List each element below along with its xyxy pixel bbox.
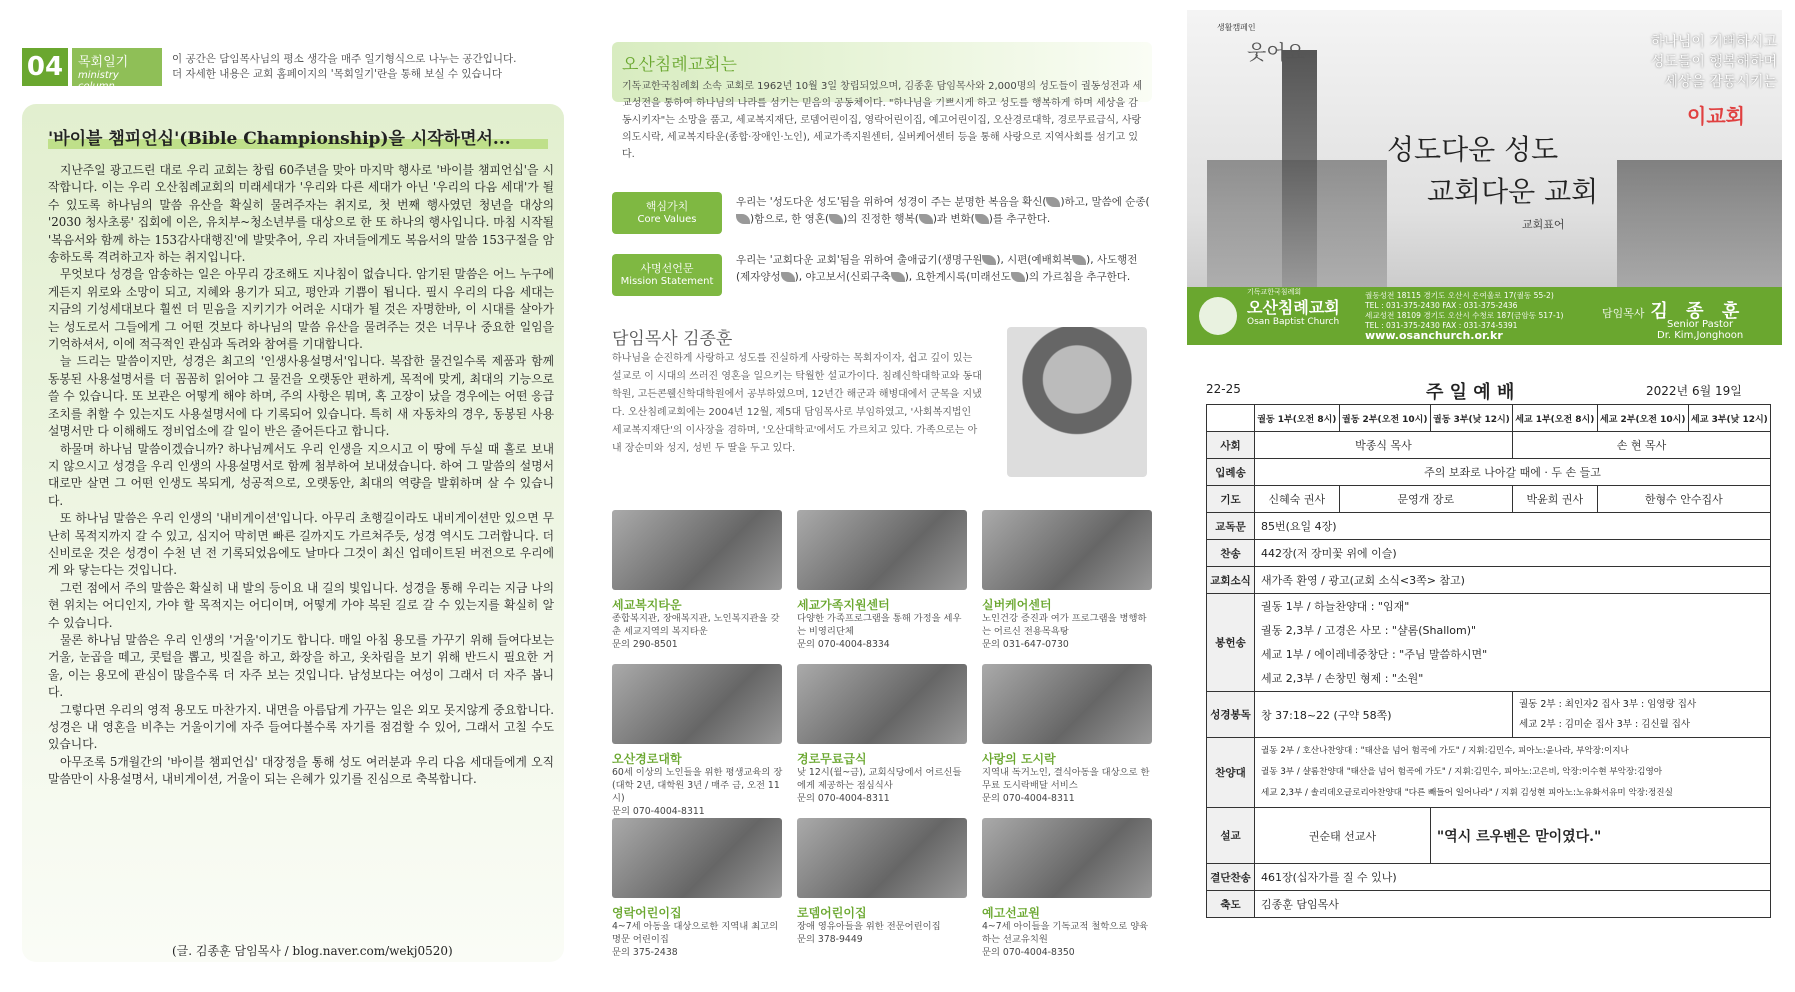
table-row: 교회소식 새가족 환영 / 광고(교회 소식<3쪽> 참고) bbox=[1207, 567, 1771, 594]
column-body: 지난주일 광고드린 대로 우리 교회는 창립 60주년을 맞아 마지막 행사로 '바이블 챔피언십'을 시작합니다. 이는 우리 오산침례교회의 미래세대가 '우리와 다른 세대가 아닌 '우리의 다음 세대'가 될 수 있도록 하나님의 말씀 유산을 확실히 물려주자는 취지로, 첫 번째 행사였던 청년을 대상의 '2030 청사초롱' 집회에 이은, 유치부~청소년부를 대상으로 한 또 하나의 행사입니다. 마침 시작될 '복음서와 함께 하는 153감사대행진'에 발맞추어, 우리 자녀들에게도 복음서의 말씀 153구절을 암송하도록 격려하고자 하는 취지입니다. 무엇보다 성경을 암송하는 일은 아무리 강조해도 지나침이 없습니다. 암기된 말씀은 어느 누구에게든지 위로와 소망이 되고, 지혜와 용기가 되고, 평안과 기쁨이 됩니다. 필시 우리의 다음 세대는 지금의 기성세대보다 훨씬 더 믿음을 지키기가 어려운 시대가 될 것은 자명한바, 이 시대를 살아가는 성도로서 그들에게 그 어떤 것보다 하나님의 말씀 유산을 물려주는 것은 너무나 중요한 일임을 기억하셔서, 이에 적극적인 관심과 독려와 참여를 기대합니다. 늘 드리는 말씀이지만, 성경은 최고의 '인생사용설명서'입니다. 복잡한 물건일수록 제품과 함께 동봉된 사용설명서를 더 꼼꼼히 읽어야 그 물건을 오랫동안 편하게, 목적에 맞게, 최대의 기능으로 쓸 수 있습니다. 또 보관은 어떻게 해야 하며, 주의 사항은 뭐며, 혹 고장이 났을 경우에는 어떤 응급조치를 취할 수 있는지도 사용설명서에 다 기록되어 있습니다. 특히 새 자동차의 경우, 동봉된 사용설명서만 다 이해해도 정비업소에 갈 일이 반은 줄어든다고 합니다. 하물며 하나님 말씀이겠습니까? 하나님께서도 우리 인생을 지으시고 이 땅에 두실 때 홀로 보내지 않으시고 성경을 우리 인생의 사용설명서로 함께 첨부하여 보내셨습니다. 하여 그 말씀의 설명서대로만 살면 그 어떤 인생도 복되게, 성공적으로, 오랫동안, 최대의 역량을 발휘하며 살 수 있습니다. 또 하나님 말씀은 우리 인생의 '내비게이션'입니다. 아무리 초행길이라도 내비게이션만 있으면 무난히 목적지까지 갈 수 있고, 심지어 막히면 빠른 길까지도 가르쳐주듯, 성경 역시도 그러합니다. 더 신비로운 것은 성경이 수천 년 전 기록되었음에도 날마다 그것이 최신 업데이트된 버전으로 우리에게 와 닿는다는 것입니다. 그런 점에서 주의 말씀은 확실히 내 발의 등이요 내 길의 빛입니다. 성경을 통해 우리는 지금 나의 현 위치는 어디인지, 가야 할 목적지는 어디이며, 어떻게 가야 복된 길로 갈 수 있는지를 확실히 알 수 있습니다. 물론 하나님 말씀은 우리 인생의 '거울'이기도 합니다. 매일 아침 용모를 가꾸기 위해 들여다보는 거울, 눈곱을 떼고, 콧털을 뽑고, 빗질을 하고, 화장을 하고, 옷차림을 보기 위해 반드시 필요한 거울, 이는 용모에 관심이 많을수록 더 자주 보는 것입니다. 남성보다는 여성이 그래서 더 자주 봅니다. 그렇다면 우리의 영적 용모도 마찬가지. 내면을 아름답게 가꾸는 일은 외모 못지않게 중요합니다. 성경은 내 영혼을 비추는 거울이기에 자주 들여다볼수록 자기를 점검할 수 있어, 그래서 고칠 수도 있습니다. 아무조록 5개월간의 '바이블 챔피언십' 대장정을 통해 성도 여러분과 우리 다음 세대들에게 오직 말씀만이 사용설명서, 내비게이션, 거울이 되는 은혜가 있기를 진심으로 축복합니다. bbox=[48, 163, 554, 787]
section-intro: 이 공간은 담임목사님의 평소 생각을 매주 일기형식으로 나누는 공간입니다. 더 자세한 내용은 교회 홈페이지의 '목회일기'란을 통해 보실 수 있습니다 bbox=[172, 53, 517, 80]
ministry-desc: 60세 이상의 노인들을 위한 평생교육의 장 (대학 2년, 대학원 3년 / 매주 금, 오전 11시) 문의 070-4004-8311 bbox=[612, 767, 783, 817]
ministry-name: 실버케어센터 bbox=[982, 598, 1052, 612]
banner-motto-label: 교회표어 bbox=[1522, 218, 1565, 231]
column-headline: '바이블 챔피언십'(Bible Championship)을 시작하면서... bbox=[48, 124, 548, 149]
ministry-name: 오산경로대학 bbox=[612, 752, 682, 766]
worship-order bbox=[1206, 378, 1771, 968]
ministry-name: 경로무료급식 bbox=[797, 752, 867, 766]
ministry-photo bbox=[612, 664, 782, 744]
campaign-label: 생활캠페인 bbox=[1217, 23, 1256, 32]
worship-title: 주 일 예 배 bbox=[1426, 382, 1515, 403]
table-row: 사회 박종식 목사 손 현 목사 bbox=[1207, 432, 1771, 459]
mission-text: 우리는 '교회다운 교회'됨을 위하여 출애굽기(생명구원 ), 시편(예배회복 ), 사도행전(제자양성 ), 야고보서(신뢰구축 ), 요한계시록(미래선도 )의 가르침을 추구한다. bbox=[736, 254, 1138, 283]
leaf-icon bbox=[829, 214, 843, 224]
church-org: 기독교한국침례회 bbox=[1247, 288, 1302, 296]
mission-tag: 사명선언문 Mission Statement bbox=[612, 254, 722, 296]
ministry-photo bbox=[797, 510, 967, 590]
ministry-desc: 4~7세 아동을 대상으로한 지역내 최고의 명문 어린이집 문의 375-2438 bbox=[612, 921, 779, 958]
church-name: 오산침례교회 bbox=[1247, 298, 1340, 317]
ministry-photo bbox=[797, 818, 967, 898]
worship-table: 궐동 1부(오전 8시) 궐동 2부(오전 10시) 궐동 3부(낮 12시) 세교 1부(오전 8시) 세교 2부(오전 10시) 세교 3부(낮 12시) 사회 박종식 목사 손 현 목사 입례송 주의 보좌로 나아갈 때에 · 두 손 들고 기도 신혜숙 권사 문영개 장로 박윤희 권사 한형수 안수집사 교독문 85번(요일 4장) 찬송 442장(저 장미꽃 위에 이슬) 교회소식 새가족 환영 / 광고(교회 소식<3쪽> 참고) 봉헌송 궐동 1부 / 하늘찬양대 : "임재" 궐동 2,3부 / 고경은 사모 : "샬롬(Shallom)" 세교 1부 / 에이레네중창단 : "주님 말씀하시면" 세교 2,3부 / 손창민 형제 : "소원" 성경봉독 창 37:18~22 (구약 58쪽) 궐동 2부 : 최인자2 집사 3부 : 임영랑 집사 세교 2부 : 김미순 집사 3부 : 김신월 집사 찬양대 궐동 2부 / 호산나찬양대 : "태산을 넘어 험곡에 가도" / 지휘:김민수, 피아노:윤나라, 부악장:이지나 궐동 3부 / 샬롬찬양대 "태산을 넘어 험곡에 가도" / 지휘:김민수, 피아노:고은비, 악장:이수현 부악장:김영아 세교 2,3부 / 솔리데오글로리아찬양대 "다른 빼들어 일어나라" / 지휘 김성현 피아노:노유화서유미 악장:정진실 설교 권순태 선교사 "역시 르우벤은 맏이였다." 결단찬송 461장(십자가를 질 수 있나) 축도 김종훈 담임목사 bbox=[1206, 404, 1771, 918]
leaf-icon bbox=[736, 214, 750, 224]
campaign-logo: 웃어요 bbox=[1247, 40, 1305, 64]
ministry-desc: 지역내 독거노인, 결식아동을 대상으로 한 무료 도시락배달 서비스 문의 070-4004-8311 bbox=[982, 767, 1150, 804]
table-row: 봉헌송 궐동 1부 / 하늘찬양대 : "임재" 궐동 2,3부 / 고경은 사모 : "샬롬(Shallom)" 세교 1부 / 에이레네중창단 : "주님 말씀하시면" 세교 2,3부 / 손창민 형제 : "소원" bbox=[1207, 594, 1771, 692]
leaf-icon bbox=[1046, 197, 1060, 207]
ministry-photo bbox=[982, 818, 1152, 898]
table-row: 찬양대 궐동 2부 / 호산나찬양대 : "태산을 넘어 험곡에 가도" / 지휘:김민수, 피아노:윤나라, 부악장:이지나 궐동 3부 / 샬롬찬양대 "태산을 넘어 험곡에 가도" / 지휘:김민수, 피아노:고은비, 악장:이수현 부악장:김영아 세교 2,3부 / 솔리데오글로리아찬양대 "다른 빼들어 일어나라" / 지휘 김성현 피아노:노유화서유미 악장:정진실 bbox=[1207, 738, 1771, 808]
ministry-desc: 장애 영유아들을 위한 전문어린이집 문의 378-9449 bbox=[797, 921, 941, 945]
church-name-en: Osan Baptist Church bbox=[1247, 317, 1340, 327]
table-row: 입례송 주의 보좌로 나아갈 때에 · 두 손 들고 bbox=[1207, 459, 1771, 486]
ministry-photo bbox=[982, 664, 1152, 744]
pastor-name: 담임목사 김 종 훈 bbox=[1602, 301, 1746, 322]
banner-headline-2: 교회다운 교회 bbox=[1427, 175, 1599, 208]
leaf-icon bbox=[781, 272, 795, 282]
church-banner bbox=[1187, 10, 1782, 345]
ministry-name: 사랑의 도시락 bbox=[982, 752, 1056, 766]
pastor-heading: 담임목사 김종훈 bbox=[612, 329, 733, 349]
leaf-icon bbox=[919, 214, 933, 224]
ministry-desc: 낮 12시(월~금), 교회식당에서 어르신들에게 제공하는 점심식사 문의 070-4004-8311 bbox=[797, 767, 962, 804]
ministry-desc: 노인건강 증진과 여가 프로그램을 병행하는 어르신 전용목욕탕 문의 031-647-0730 bbox=[982, 613, 1147, 650]
i-church-logo: 이교회 bbox=[1687, 104, 1745, 128]
table-row: 설교 권순태 선교사 "역시 르우벤은 맏이였다." bbox=[1207, 808, 1771, 864]
building-graphic bbox=[1617, 160, 1782, 287]
ministry-name: 영락어린이집 bbox=[612, 906, 682, 920]
leaf-icon bbox=[982, 255, 996, 265]
core-values-tag: 핵심가치 Core Values bbox=[612, 192, 722, 234]
leaf-icon bbox=[1072, 255, 1086, 265]
leaf-icon bbox=[891, 272, 905, 282]
ministry-name: 예고선교원 bbox=[982, 906, 1040, 920]
table-row: 찬송 442장(저 장미꽃 위에 이슬) bbox=[1207, 540, 1771, 567]
church-intro-header: 오산침례교회는 bbox=[612, 42, 1152, 102]
ministry-column bbox=[22, 42, 564, 962]
ministry-name: 세교복지타운 bbox=[612, 598, 682, 612]
building-graphic bbox=[1207, 160, 1387, 287]
table-row: 기도 신혜숙 권사 문영개 장로 박윤희 권사 한형수 안수집사 bbox=[1207, 486, 1771, 513]
ministry-photo bbox=[797, 664, 967, 744]
pastor-photo bbox=[1007, 327, 1147, 477]
section-number: 04 bbox=[22, 48, 68, 86]
table-row: 축도 김종훈 담임목사 bbox=[1207, 891, 1771, 918]
banner-footer bbox=[1187, 287, 1782, 345]
ministry-desc: 4~7세 아이들을 기독교적 철학으로 양육하는 선교유치원 문의 070-4004-8350 bbox=[982, 921, 1149, 958]
ministry-photo bbox=[612, 818, 782, 898]
ministry-photo bbox=[612, 510, 782, 590]
church-description: 기독교한국침례회 소속 교회로 1962년 10월 3일 창립되었으며, 김종훈 담임목사와 2,000명의 성도들이 궐동성전과 세교성전을 통하여 하나님의 나라를 섬기는 믿음의 공동체이다. "하나님을 기쁘시게 하고 성도를 행복하게 하며 세상을 감동시키자"는 소망을 품고, 세교복지재단, 로뎀어린이집, 영락어린이집, 예고어린이집, 오산경로대학, 경로무료급식, 사랑의도시락, 세교복지타운(종합·장애인·노인), 세교가족지원센터, 실버케어센터 등을 통해 사랑으로 지역사회를 섬기고 있다. bbox=[622, 81, 1143, 160]
core-values-text: 우리는 '성도다운 성도'됨을 위하여 성경이 주는 분명한 복음을 확신( )하고, 말씀에 순종()함으로, 한 영혼( )의 진정한 행복( )과 변화( )를 추구한다. bbox=[736, 196, 1150, 225]
column-signature: (글. 김종훈 담임목사 / blog.naver.com/wekj0520) bbox=[172, 944, 453, 958]
ministry-photo bbox=[982, 510, 1152, 590]
church-url: www.osanchurch.or.kr bbox=[1365, 329, 1503, 342]
pastor-name-en: Senior Pastor Dr. Kim,Jonghoon bbox=[1657, 319, 1744, 341]
table-row: 성경봉독 창 37:18~22 (구약 58쪽) 궐동 2부 : 최인자2 집사 3부 : 임영랑 집사 세교 2부 : 김미순 집사 3부 : 김신월 집사 bbox=[1207, 692, 1771, 738]
banner-headline-1: 성도다운 성도 bbox=[1387, 133, 1559, 166]
table-row: 교독문 85번(요일 4장) bbox=[1207, 513, 1771, 540]
ministry-name: 세교가족지원센터 bbox=[797, 598, 890, 612]
church-intro bbox=[612, 42, 1152, 962]
banner-slogan: 하나님이 기뻐하시고 성도들이 행복해하며 세상을 감동시키는 bbox=[1650, 34, 1777, 90]
leaf-icon bbox=[1011, 272, 1025, 282]
section-title: 목회일기 ministry column bbox=[72, 48, 162, 86]
church-logo-icon bbox=[1199, 297, 1237, 335]
ministry-desc: 다양한 가족프로그램을 통해 가정을 세우는 비영리단체 문의 070-4004-8334 bbox=[797, 613, 962, 650]
pastor-bio: 하나님을 순진하게 사랑하고 성도를 진실하게 사랑하는 목회자이자, 쉽고 깊이 있는 설교로 이 시대의 쓰러진 영혼을 일으키는 탁월한 설교가이다. 침례신학대학교와 동대학원, 고든콘웰신학대학원에서 공부하였으며, 12년간 해군과 해병대에서 군목을 지냈다. 오산침례교회에는 2004년 12월, 제5대 담임목사로 부임하였고, '사회복지법인 세교복지재단'의 이사장을 겸하며, '오산대학교'에서도 가르치고 있다. 가족으로는 아내 장순미와 성지, 성빈 두 딸을 두고 있다. bbox=[612, 353, 982, 454]
ministry-desc: 종합복지관, 장애복지관, 노인복지관을 갖춘 세교지역의 복지타운 문의 290-8501 bbox=[612, 613, 780, 650]
worship-date: 2022년 6월 19일 bbox=[1646, 384, 1742, 398]
leaf-icon bbox=[975, 214, 989, 224]
table-row: 결단찬송 461장(십자가를 질 수 있나) bbox=[1207, 864, 1771, 891]
church-address: 궐동성전 18115 경기도 오산시 은여울로 17(궐동 55-2) TEL : 031-375-2430 FAX : 031-375-2436 세교성전 18109 경기도 오산시 수청로 187(금암동 517-1) TEL : 031-375-2430 FAX : 031-374-5391 bbox=[1365, 291, 1564, 330]
worship-header: 22-25 주 일 예 배 2022년 6월 19일 bbox=[1206, 378, 1771, 402]
ministry-name: 로뎀어린이집 bbox=[797, 906, 867, 920]
